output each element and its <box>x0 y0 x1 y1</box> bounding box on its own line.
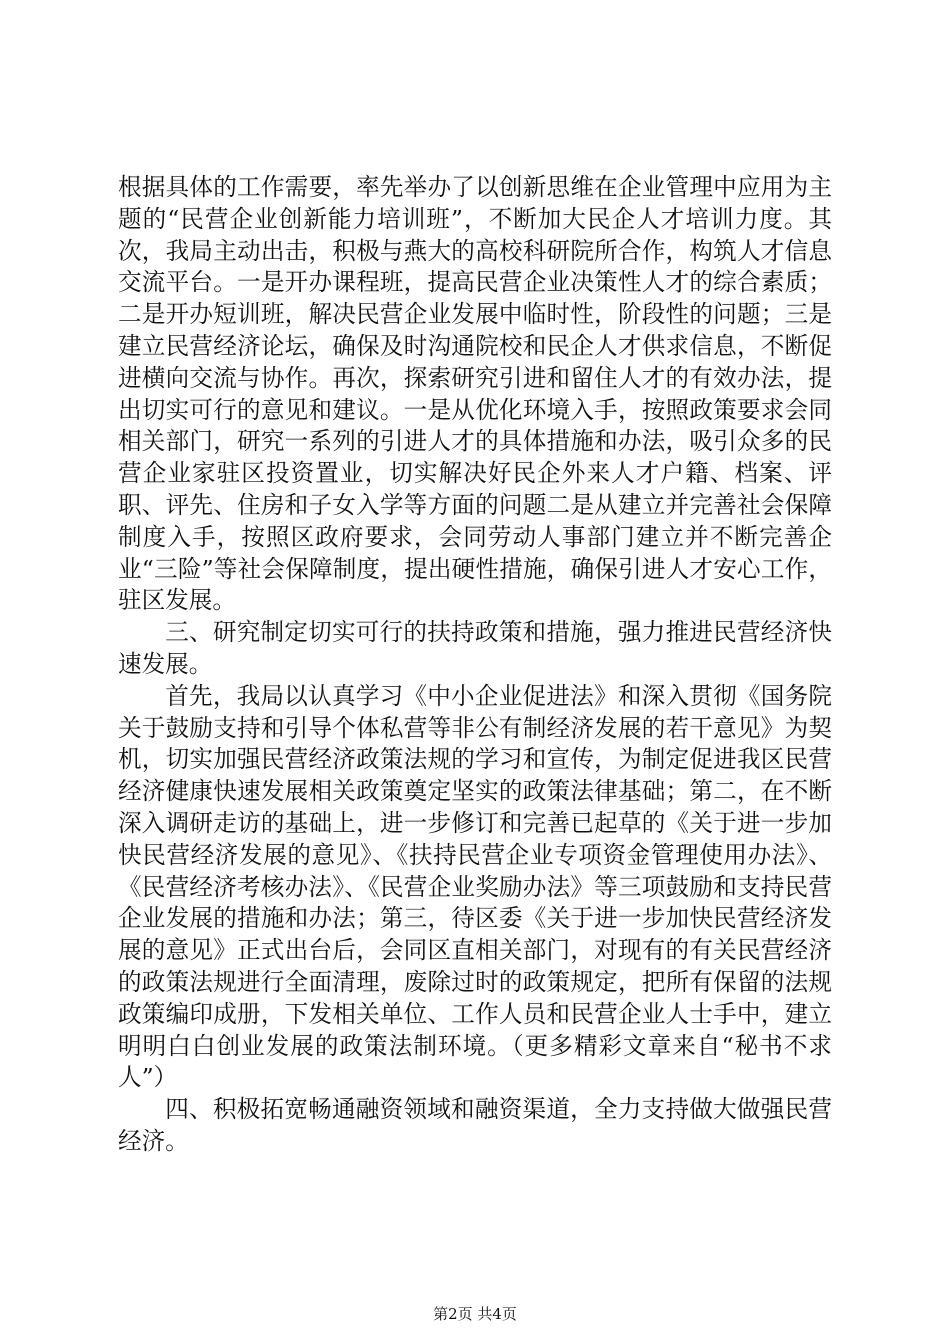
paragraph-policy-measures: 首先，我局以认真学习《中小企业促进法》和深入贯彻《国务院关于鼓励支持和引导个体私营等非公有制经济发展的若干意见》为契机，切实加强民营经济政策法规的学习和宣传，为制定促进我区民营经济健康快速发展相关政策奠定坚实的政策法律基础；第二，在不断深入调研走访的基础上，进一步修订和完善已起草的《关于进一步加快民营经济发展的意见》、《扶持民营企业专项资金管理使用办法》、《民营经济考核办法》、《民营企业奖励办法》等三项鼓励和支持民营企业发展的措施和办法；第三，待区委《关于进一步加快民营经济发展的意见》正式出台后，会同区直相关部门，对现有的有关民营经济的政策法规进行全面清理，废除过时的政策规定，把所有保留的法规政策编印成册，下发相关单位、工作人员和民营企业人士手中，建立明明白白创业发展的政策法制环境。（更多精彩文章来自“秘书不求人”） <box>118 681 832 1092</box>
heading-section-three: 三、研究制定切实可行的扶持政策和措施，强力推进民营经济快速发展。 <box>118 618 832 678</box>
body-text <box>118 172 832 1158</box>
heading-section-four: 四、积极拓宽畅通融资领域和融资渠道，全力支持做大做强民营经济。 <box>118 1095 832 1155</box>
paragraph-talent-training: 根据具体的工作需要，率先举办了以创新思维在企业管理中应用为主题的“民营企业创新能力培训班”，不断加大民企人才培训力度。其次，我局主动出击，积极与燕大的高校科研院所合作，构筑人才信息交流平台。一是开办课程班，提高民营企业决策性人才的综合素质；二是开办短训班，解决民营企业发展中临时性，阶段性的问题；三是建立民营经济论坛，确保及时沟通院校和民企人才供求信息，不断促进横向交流与协作。再次，探索研究引进和留住人才的有效办法，提出切实可行的意见和建议。一是从优化环境入手，按照政策要求会同相关部门，研究一系列的引进人才的具体措施和办法，吸引众多的民营企业家驻区投资置业，切实解决好民企外来人才户籍、档案、评职、评先、住房和子女入学等方面的问题二是从建立并完善社会保障制度入手，按照区政府要求，会同劳动人事部门建立并不断完善企业“三险”等社会保障制度，提出硬性措施，确保引进人才安心工作，驻区发展。 <box>118 173 832 615</box>
page-footer: 第2页 共4页 <box>433 1305 517 1323</box>
